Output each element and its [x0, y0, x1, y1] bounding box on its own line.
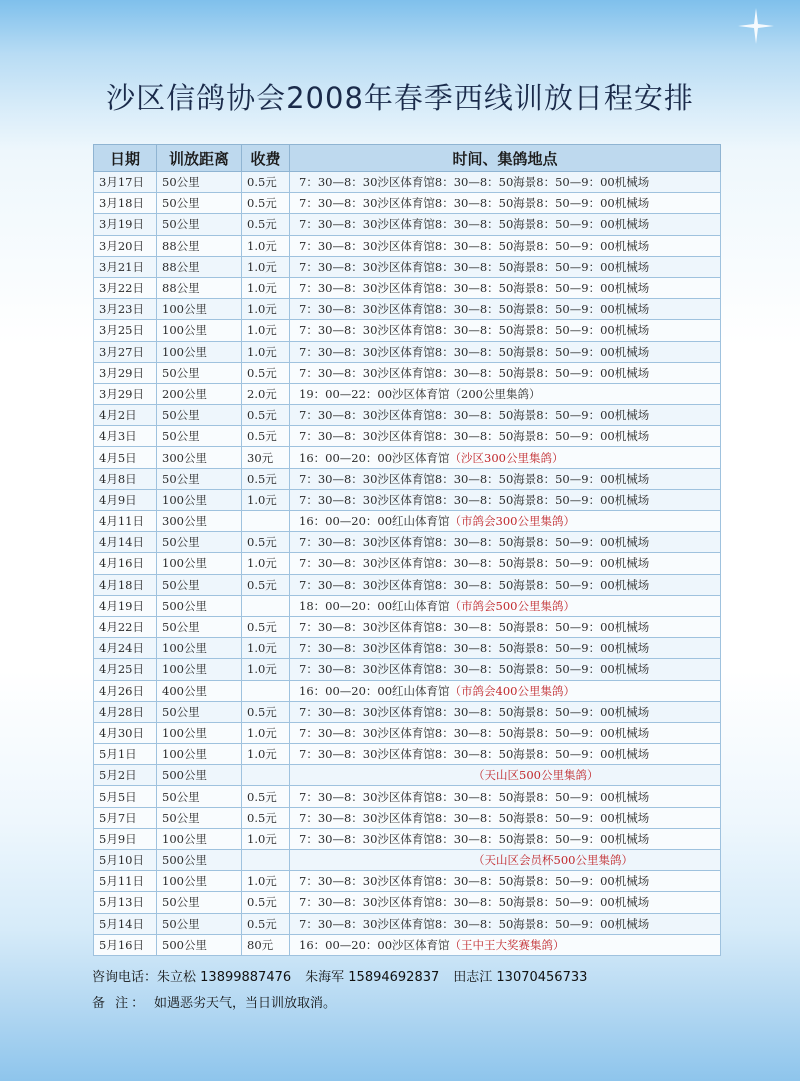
- cell-fee: 1.0元: [242, 320, 290, 341]
- cell-fee: 0.5元: [242, 616, 290, 637]
- cell-date: 3月27日: [94, 341, 157, 362]
- cell-time-location: [290, 765, 721, 786]
- cell-time-location: [290, 256, 721, 277]
- cell-fee: 1.0元: [242, 828, 290, 849]
- cell-date: 3月29日: [94, 383, 157, 404]
- time-location-text: 7：30—8：30沙区体育馆8：30—8：50海景8：50—9：00机械场: [299, 281, 650, 296]
- cell-distance: 100公里: [157, 722, 242, 743]
- cell-fee: 1.0元: [242, 744, 290, 765]
- sparkle-icon: [736, 6, 776, 46]
- cell-date: 3月22日: [94, 277, 157, 298]
- table-row: [94, 405, 721, 426]
- cell-time-location: [290, 383, 721, 404]
- table-row: [94, 765, 721, 786]
- cell-fee: 0.5元: [242, 892, 290, 913]
- cell-distance: 50公里: [157, 892, 242, 913]
- time-location-text: 7：30—8：30沙区体育馆8：30—8：50海景8：50—9：00机械场: [299, 302, 650, 317]
- collection-remark: （市鸽会500公里集鸽）: [449, 598, 575, 613]
- cell-date: 3月21日: [94, 256, 157, 277]
- cell-distance: 50公里: [157, 405, 242, 426]
- collection-remark: （市鸽会300公里集鸽）: [449, 514, 575, 529]
- cell-fee: 0.5元: [242, 405, 290, 426]
- time-location-text: 7：30—8：30沙区体育馆8：30—8：50海景8：50—9：00机械场: [299, 535, 650, 550]
- cell-distance: 50公里: [157, 913, 242, 934]
- table-row: [94, 744, 721, 765]
- contact-person: 朱立松 13899887476: [157, 970, 292, 985]
- table-row: [94, 850, 721, 871]
- cell-distance: 400公里: [157, 680, 242, 701]
- cell-date: 4月9日: [94, 489, 157, 510]
- time-location-text: 7：30—8：30沙区体育馆8：30—8：50海景8：50—9：00机械场: [299, 323, 650, 338]
- table-header-row: [94, 145, 721, 172]
- cell-time-location: [290, 468, 721, 489]
- cell-distance: 100公里: [157, 320, 242, 341]
- cell-time-location: [290, 871, 721, 892]
- cell-fee: 1.0元: [242, 722, 290, 743]
- cell-date: 4月24日: [94, 638, 157, 659]
- cell-date: 3月18日: [94, 193, 157, 214]
- cell-date: 3月19日: [94, 214, 157, 235]
- cell-fee: 1.0元: [242, 341, 290, 362]
- cell-distance: 100公里: [157, 659, 242, 680]
- cell-date: 5月1日: [94, 744, 157, 765]
- cell-time-location: [290, 616, 721, 637]
- cell-fee: 0.5元: [242, 807, 290, 828]
- contact-person: 田志江 13070456733: [453, 970, 588, 985]
- cell-distance: 50公里: [157, 574, 242, 595]
- cell-date: 4月16日: [94, 553, 157, 574]
- table-row: [94, 574, 721, 595]
- cell-date: 4月3日: [94, 426, 157, 447]
- cell-fee: 1.0元: [242, 871, 290, 892]
- cell-date: 4月25日: [94, 659, 157, 680]
- time-location-text: 16：00—20：00沙区体育馆: [299, 937, 450, 952]
- cell-time-location: [290, 595, 721, 616]
- table-row: [94, 511, 721, 532]
- cell-fee: 0.5元: [242, 913, 290, 934]
- table-row: [94, 235, 721, 256]
- cell-date: 4月11日: [94, 511, 157, 532]
- cell-date: 4月5日: [94, 447, 157, 468]
- cell-time-location: [290, 892, 721, 913]
- cell-distance: 300公里: [157, 447, 242, 468]
- time-location-text: 7：30—8：30沙区体育馆8：30—8：50海景8：50—9：00机械场: [299, 365, 650, 380]
- time-location-text: 18：00—20：00红山体育馆: [299, 598, 450, 613]
- cell-time-location: [290, 722, 721, 743]
- table-row: [94, 320, 721, 341]
- cell-time-location: [290, 489, 721, 510]
- table-row: [94, 362, 721, 383]
- cell-distance: 50公里: [157, 468, 242, 489]
- cell-time-location: [290, 638, 721, 659]
- time-location-text: 7：30—8：30沙区体育馆8：30—8：50海景8：50—9：00机械场: [299, 408, 650, 423]
- time-location-text: 7：30—8：30沙区体育馆8：30—8：50海景8：50—9：00机械场: [299, 175, 650, 190]
- cell-fee: [242, 850, 290, 871]
- cell-distance: 300公里: [157, 511, 242, 532]
- cell-distance: 50公里: [157, 616, 242, 637]
- cell-time-location: [290, 320, 721, 341]
- table-row: [94, 489, 721, 510]
- cell-fee: 1.0元: [242, 277, 290, 298]
- table-row: [94, 341, 721, 362]
- time-location-text: 7：30—8：30沙区体育馆8：30—8：50海景8：50—9：00机械场: [299, 662, 650, 677]
- time-location-text: 7：30—8：30沙区体育馆8：30—8：50海景8：50—9：00机械场: [299, 429, 650, 444]
- cell-date: 3月29日: [94, 362, 157, 383]
- time-location-text: 7：30—8：30沙区体育馆8：30—8：50海景8：50—9：00机械场: [299, 238, 650, 253]
- schedule-body: [94, 172, 721, 956]
- time-location-text: 7：30—8：30沙区体育馆8：30—8：50海景8：50—9：00机械场: [299, 620, 650, 635]
- table-row: [94, 722, 721, 743]
- table-row: [94, 828, 721, 849]
- table-row: [94, 256, 721, 277]
- cell-date: 5月13日: [94, 892, 157, 913]
- cell-fee: 1.0元: [242, 659, 290, 680]
- cell-time-location: [290, 744, 721, 765]
- time-location-text: 7：30—8：30沙区体育馆8：30—8：50海景8：50—9：00机械场: [299, 895, 650, 910]
- contact-label: 咨询电话：: [92, 970, 158, 985]
- cell-time-location: [290, 405, 721, 426]
- cell-fee: 0.5元: [242, 574, 290, 595]
- time-location-text: 7：30—8：30沙区体育馆8：30—8：50海景8：50—9：00机械场: [299, 344, 650, 359]
- time-location-text: 7：30—8：30沙区体育馆8：30—8：50海景8：50—9：00机械场: [299, 725, 650, 740]
- cell-date: 4月22日: [94, 616, 157, 637]
- cell-time-location: [290, 172, 721, 193]
- cell-date: 3月17日: [94, 172, 157, 193]
- cell-time-location: [290, 235, 721, 256]
- cell-fee: 1.0元: [242, 235, 290, 256]
- cell-distance: 100公里: [157, 744, 242, 765]
- collection-remark: （天山区500公里集鸽）: [473, 768, 599, 783]
- table-row: [94, 616, 721, 637]
- table-row: [94, 468, 721, 489]
- cell-date: 4月2日: [94, 405, 157, 426]
- cell-distance: 500公里: [157, 850, 242, 871]
- cell-fee: 0.5元: [242, 786, 290, 807]
- cell-date: 5月5日: [94, 786, 157, 807]
- note-label: 备 注：: [92, 996, 148, 1011]
- cell-date: 4月8日: [94, 468, 157, 489]
- cell-date: 5月10日: [94, 850, 157, 871]
- collection-remark: （市鸽会400公里集鸽）: [449, 683, 575, 698]
- contact-info: [92, 966, 601, 985]
- table-row: [94, 383, 721, 404]
- cell-time-location: [290, 277, 721, 298]
- cell-date: 4月19日: [94, 595, 157, 616]
- header-fee: 收费: [242, 145, 290, 172]
- time-location-text: 7：30—8：30沙区体育馆8：30—8：50海景8：50—9：00机械场: [299, 916, 650, 931]
- cell-date: 4月26日: [94, 680, 157, 701]
- cell-time-location: [290, 574, 721, 595]
- contact-person: 朱海军 15894692837: [305, 970, 440, 985]
- cell-date: 5月16日: [94, 934, 157, 955]
- cell-time-location: [290, 828, 721, 849]
- table-row: [94, 532, 721, 553]
- cell-fee: 1.0元: [242, 256, 290, 277]
- cell-fee: 1.0元: [242, 299, 290, 320]
- schedule-table: [93, 144, 721, 956]
- cell-distance: 500公里: [157, 934, 242, 955]
- cell-time-location: [290, 341, 721, 362]
- cell-distance: 100公里: [157, 553, 242, 574]
- collection-remark: （王中王大奖赛集鸽）: [449, 937, 565, 952]
- cell-distance: 50公里: [157, 426, 242, 447]
- cell-fee: [242, 511, 290, 532]
- cell-fee: 0.5元: [242, 532, 290, 553]
- time-location-text: 19：00—22：00沙区体育馆（200公里集鸽）: [299, 386, 541, 401]
- cell-distance: 100公里: [157, 489, 242, 510]
- cell-distance: 50公里: [157, 172, 242, 193]
- cell-fee: 0.5元: [242, 701, 290, 722]
- cell-date: 4月18日: [94, 574, 157, 595]
- cell-fee: 80元: [242, 934, 290, 955]
- table-row: [94, 659, 721, 680]
- time-location-text: 7：30—8：30沙区体育馆8：30—8：50海景8：50—9：00机械场: [299, 217, 650, 232]
- time-location-text: 7：30—8：30沙区体育馆8：30—8：50海景8：50—9：00机械场: [299, 196, 650, 211]
- cell-distance: 100公里: [157, 638, 242, 659]
- cell-fee: 1.0元: [242, 553, 290, 574]
- time-location-text: 7：30—8：30沙区体育馆8：30—8：50海景8：50—9：00机械场: [299, 874, 650, 889]
- cell-distance: 100公里: [157, 871, 242, 892]
- table-row: [94, 786, 721, 807]
- cell-time-location: [290, 447, 721, 468]
- cell-time-location: [290, 426, 721, 447]
- cell-date: 5月9日: [94, 828, 157, 849]
- cell-date: 4月14日: [94, 532, 157, 553]
- table-row: [94, 807, 721, 828]
- cell-distance: 88公里: [157, 235, 242, 256]
- time-location-text: 7：30—8：30沙区体育馆8：30—8：50海景8：50—9：00机械场: [299, 704, 650, 719]
- cell-distance: 50公里: [157, 362, 242, 383]
- table-row: [94, 701, 721, 722]
- cell-distance: 100公里: [157, 828, 242, 849]
- cell-fee: 0.5元: [242, 172, 290, 193]
- time-location-text: 7：30—8：30沙区体育馆8：30—8：50海景8：50—9：00机械场: [299, 471, 650, 486]
- cell-time-location: [290, 532, 721, 553]
- header-distance: 训放距离: [157, 145, 242, 172]
- cell-time-location: [290, 659, 721, 680]
- cell-date: 5月11日: [94, 871, 157, 892]
- cell-date: 5月7日: [94, 807, 157, 828]
- cell-date: 4月28日: [94, 701, 157, 722]
- table-row: [94, 595, 721, 616]
- cell-fee: 0.5元: [242, 214, 290, 235]
- table-row: [94, 680, 721, 701]
- time-location-text: 7：30—8：30沙区体育馆8：30—8：50海景8：50—9：00机械场: [299, 810, 650, 825]
- cell-fee: 0.5元: [242, 193, 290, 214]
- cell-time-location: [290, 701, 721, 722]
- cell-fee: [242, 680, 290, 701]
- time-location-text: 7：30—8：30沙区体育馆8：30—8：50海景8：50—9：00机械场: [299, 492, 650, 507]
- cell-time-location: [290, 913, 721, 934]
- cell-distance: 200公里: [157, 383, 242, 404]
- header-date: 日期: [94, 145, 157, 172]
- table-row: [94, 892, 721, 913]
- cell-distance: 50公里: [157, 786, 242, 807]
- cell-time-location: [290, 553, 721, 574]
- cell-time-location: [290, 680, 721, 701]
- cell-distance: 50公里: [157, 193, 242, 214]
- header-time-location: 时间、集鸽地点: [290, 145, 721, 172]
- cell-distance: 50公里: [157, 532, 242, 553]
- cell-distance: 500公里: [157, 595, 242, 616]
- cell-time-location: [290, 193, 721, 214]
- time-location-text: 7：30—8：30沙区体育馆8：30—8：50海景8：50—9：00机械场: [299, 556, 650, 571]
- table-row: [94, 638, 721, 659]
- page-title: 沙区信鸽协会2008年春季西线训放日程安排: [106, 81, 694, 115]
- time-location-text: 16：00—20：00沙区体育馆: [299, 450, 450, 465]
- time-location-text: 7：30—8：30沙区体育馆8：30—8：50海景8：50—9：00机械场: [299, 577, 650, 592]
- cell-time-location: [290, 807, 721, 828]
- time-location-text: 7：30—8：30沙区体育馆8：30—8：50海景8：50—9：00机械场: [299, 789, 650, 804]
- cell-fee: 0.5元: [242, 426, 290, 447]
- cell-date: 3月25日: [94, 320, 157, 341]
- cell-time-location: [290, 214, 721, 235]
- table-row: [94, 172, 721, 193]
- cell-distance: 100公里: [157, 299, 242, 320]
- collection-remark: （天山区会员杯500公里集鸽）: [473, 853, 633, 868]
- cell-date: 4月30日: [94, 722, 157, 743]
- cell-time-location: [290, 511, 721, 532]
- cell-date: 3月20日: [94, 235, 157, 256]
- cell-distance: 50公里: [157, 807, 242, 828]
- collection-remark: （沙区300公里集鸽）: [449, 450, 564, 465]
- cell-fee: 1.0元: [242, 489, 290, 510]
- table-row: [94, 277, 721, 298]
- cell-time-location: [290, 362, 721, 383]
- cell-distance: 88公里: [157, 277, 242, 298]
- table-row: [94, 214, 721, 235]
- cell-fee: 0.5元: [242, 362, 290, 383]
- table-row: [94, 871, 721, 892]
- cell-time-location: [290, 850, 721, 871]
- cell-date: 5月2日: [94, 765, 157, 786]
- table-row: [94, 299, 721, 320]
- cell-time-location: [290, 299, 721, 320]
- table-row: [94, 426, 721, 447]
- cell-distance: 50公里: [157, 701, 242, 722]
- time-location-text: 7：30—8：30沙区体育馆8：30—8：50海景8：50—9：00机械场: [299, 259, 650, 274]
- cell-date: 3月23日: [94, 299, 157, 320]
- cell-fee: [242, 765, 290, 786]
- cell-distance: 500公里: [157, 765, 242, 786]
- cell-distance: 50公里: [157, 214, 242, 235]
- cell-distance: 88公里: [157, 256, 242, 277]
- cell-fee: 1.0元: [242, 638, 290, 659]
- table-row: [94, 447, 721, 468]
- cell-distance: 100公里: [157, 341, 242, 362]
- time-location-text: 7：30—8：30沙区体育馆8：30—8：50海景8：50—9：00机械场: [299, 747, 650, 762]
- cell-fee: [242, 595, 290, 616]
- cell-fee: 30元: [242, 447, 290, 468]
- time-location-text: 7：30—8：30沙区体育馆8：30—8：50海景8：50—9：00机械场: [299, 831, 650, 846]
- time-location-text: 16：00—20：00红山体育馆: [299, 683, 450, 698]
- time-location-text: 16：00—20：00红山体育馆: [299, 514, 450, 529]
- cell-fee: 0.5元: [242, 468, 290, 489]
- table-row: [94, 913, 721, 934]
- table-row: [94, 193, 721, 214]
- note-text: 如遇恶劣天气，当日训放取消。: [154, 996, 337, 1011]
- cell-fee: 2.0元: [242, 383, 290, 404]
- table-row: [94, 934, 721, 955]
- cell-time-location: [290, 934, 721, 955]
- time-location-text: 7：30—8：30沙区体育馆8：30—8：50海景8：50—9：00机械场: [299, 641, 650, 656]
- table-row: [94, 553, 721, 574]
- note: [92, 992, 336, 1011]
- cell-time-location: [290, 786, 721, 807]
- cell-date: 5月14日: [94, 913, 157, 934]
